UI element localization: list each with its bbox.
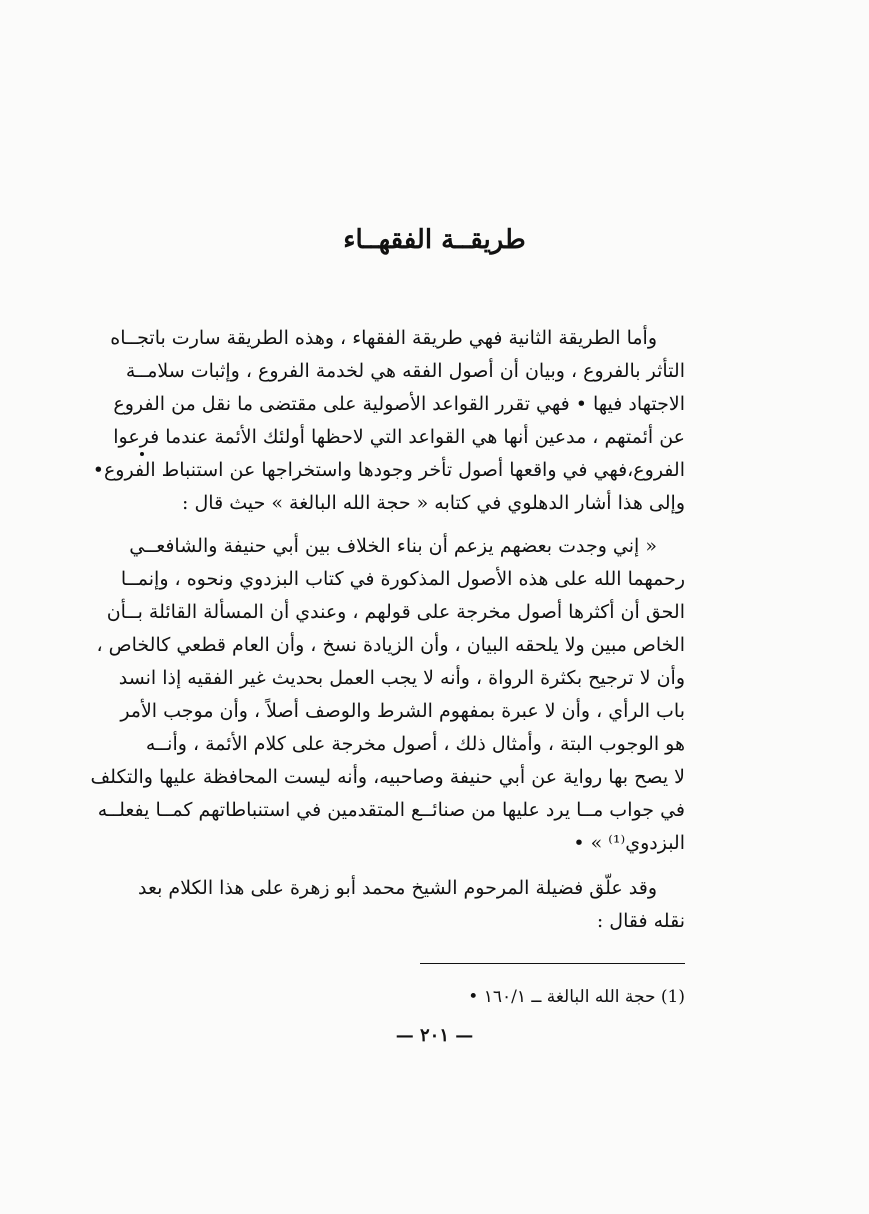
text-line: نقله فقال : xyxy=(596,910,685,932)
text-line: الخاص مبين ولا يلحقه البيان ، وأن الزيادة نسخ ، وأن العام قطعي كالخاص ، xyxy=(96,634,685,656)
text-line: وقد علّق فضيلة المرحوم الشيخ محمد أبو زهرة على هذا الكلام بعد xyxy=(137,877,657,899)
quotation-dehlawi xyxy=(90,530,685,860)
text-line: الفروع،فهي في واقعها أصول تأخر وجودها واستخراجها عن استنباط الفروع• xyxy=(92,459,685,481)
text-line: الحق أن أكثرها أصول مخرجة على قولهم ، وعندي أن المسألة القائلة بــأن xyxy=(106,601,685,623)
paragraph-fuqaha-method xyxy=(92,322,685,520)
text-line: عن أئمتهم ، مدعين أنها هي القواعد التي لاحظها أولئك الأئمة عندما فرعوا xyxy=(113,426,685,448)
text-line: هو الوجوب البتة ، وأمثال ذلك ، أصول مخرجة على كلام الأئمة ، وأنــه xyxy=(145,733,685,755)
text-line: « إني وجدت بعضهم يزعم أن بناء الخلاف بين أبي حنيفة والشافعــي xyxy=(129,535,657,557)
text-line: في جواب مــا يرد عليها من صنائــع المتقدمين في استنباطاتهم كمــا يفعلــه xyxy=(97,799,685,821)
text-line: وإلى هذا أشار الدهلوي في كتابه « حجة الله البالغة » حيث قال : xyxy=(182,492,685,514)
text-line: باب الرأي ، وأن لا عبرة بمفهوم الشرط والوصف أصلاً ، وأن موجب الأمر xyxy=(120,700,685,722)
footnote-divider xyxy=(420,963,685,964)
text-line: الاجتهاد فيها • فهي تقرر القواعد الأصولية على مقتضى ما نقل من الفروع xyxy=(113,393,685,415)
text-line: رحمهما الله على هذه الأصول المذكورة في كتاب البزدوي ونحوه ، وإنمــا xyxy=(120,568,685,590)
stray-mark xyxy=(140,452,144,456)
text-line: وأن لا ترجيح بكثرة الرواة ، وأنه لا يجب العمل بحديث غير الفقيه إذا انسد xyxy=(118,667,685,689)
footnote: (1) حجة الله البالغة ــ ١٦٠/١ • xyxy=(468,987,685,1007)
paragraph-abu-zahra xyxy=(137,872,685,938)
text-line: وأما الطريقة الثانية فهي طريقة الفقهاء ، وهذه الطريقة سارت باتجــاه xyxy=(110,327,657,349)
text-line: التأثر بالفروع ، وبيان أن أصول الفقه هي لخدمة الفروع ، وإثبات سلامــة xyxy=(125,360,685,382)
text-line: البزدوي⁽¹⁾ » • xyxy=(573,832,685,854)
text-line: لا يصح بها رواية عن أبي حنيفة وصاحبيه، وأنه ليست المحافظة عليها والتكلف xyxy=(90,766,685,788)
section-title: طريقــة الفقهــاء xyxy=(343,225,526,255)
page-number: — ٢٠١ — xyxy=(395,1025,474,1046)
